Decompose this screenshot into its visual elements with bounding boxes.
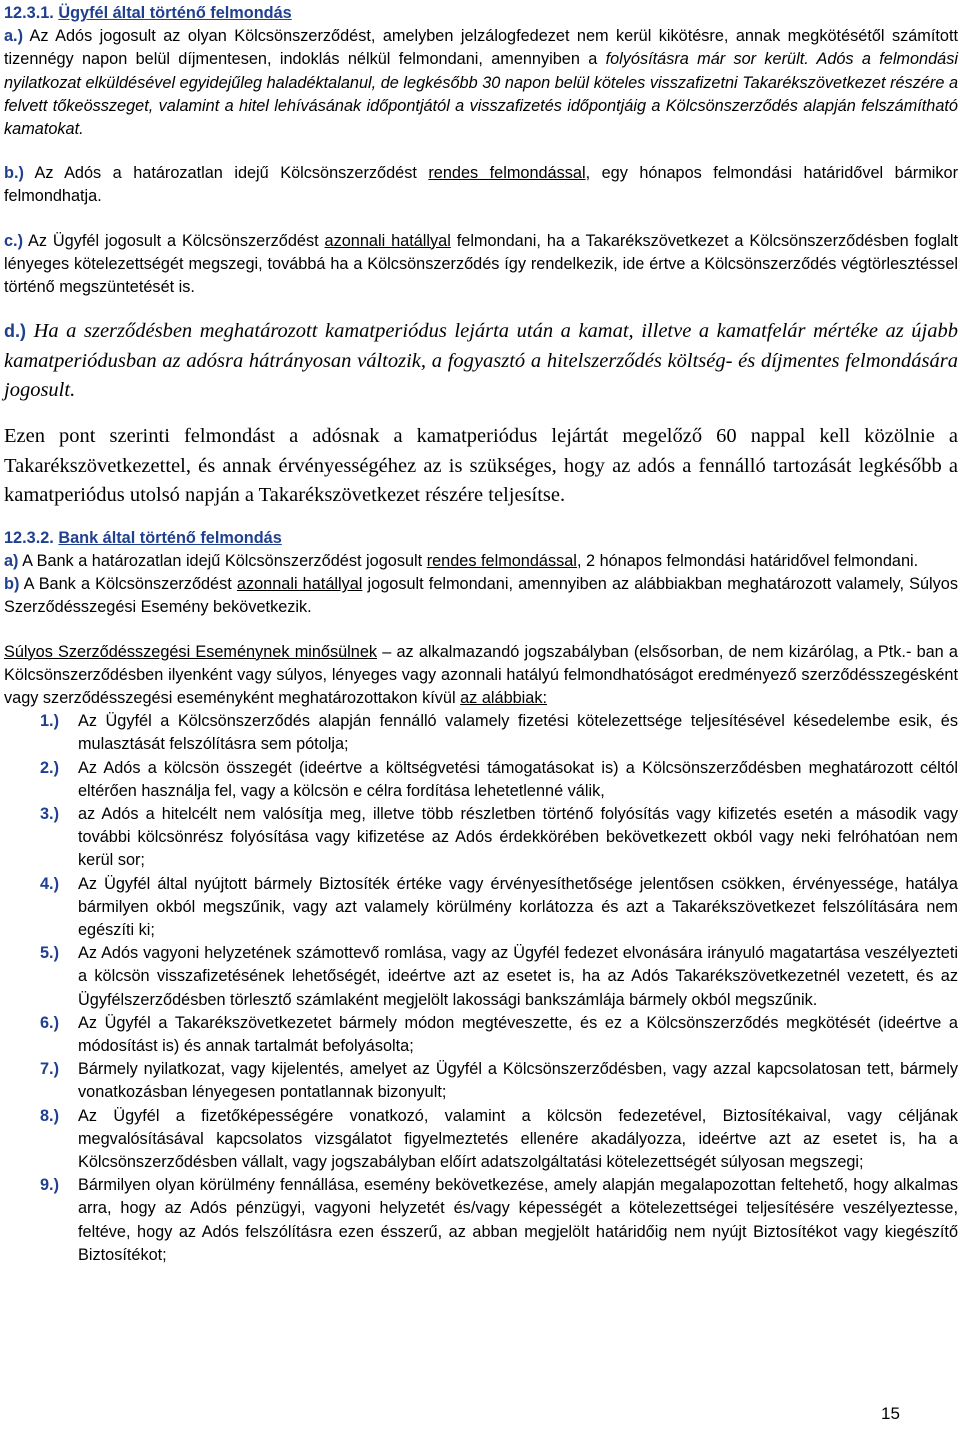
- paragraph-a: [4, 25, 958, 141]
- paragraph-c: [4, 230, 958, 300]
- underlined-term: rendes felmondással: [426, 552, 577, 570]
- list-item-number: 7.): [40, 1060, 60, 1079]
- list-item-text: Az Ügyfél a fizetőképességére vonatkozó, valamint a kölcsön fedezetével, Biztosítékaival, vagy céljának megvalósításával kapcsolatos vizsgálatot figyelmeztetés ellenére akadályozza, ideértve azt az esetet is, ha a Kölcsönszerződésben vállalt, vagy jogszabályban előírt adatszolgáltatási kötelezettségét súlyosan megszegi;: [78, 1106, 958, 1172]
- paragraph-2b: [4, 573, 958, 619]
- list-item-text: Az Adós a kölcsön összegét (ideértve a költségvetési támogatásokat is) a Kölcsönszerződésben meghatározott céltól eltérően használja fel, vagy a kölcsön e célra fordítása lehetetlenné válik,: [78, 758, 958, 800]
- paragraph-d: [4, 317, 958, 406]
- list-item-number: 3.): [40, 805, 60, 824]
- list-item-text: Az Ügyfél a Kölcsönszerződés alapján fennálló valamely fizetési kötelezettsége teljesítésével késedelembe esik, és mulasztását felszólításra sem pótolja;: [78, 712, 958, 754]
- section-number: 12.3.1.: [4, 4, 54, 22]
- list-item-text: Bármilyen olyan körülmény fennállása, esemény bekövetkezése, amely alapján megalapozottan feltehető, hogy alkalmas arra, hogy az Adós pénzügyi, vagyoni helyzetét és/vagy képességét a kötelezettségei teljesítésére veszélyeztesse, feltéve, hogy az Adós felszólításra ezen ésszerű, az abban megjelölt határidőig nem nyújt Biztosítékot vagy kiegészítő Biztosítékot;: [78, 1176, 958, 1264]
- paragraph-text: Ha a szerződésben meghatározott kamatperiódus lejárta után a kamat, illetve a kamatfelár mértéke az újabb kamatperiódusban az adósra hátrányosan változik, a fogyasztó a hitelszerződés költség- és díjmentes felmondására jogosult.: [4, 320, 958, 402]
- section-number: 12.3.2.: [4, 528, 54, 547]
- list-item: [40, 1012, 958, 1058]
- list-item-text: Az Ügyfél a Takarékszövetkezetet bármely módon megtéveszette, és ez a Kölcsönszerződés megkötését (ideértve a módosítást is) és annak tartalmát befolyásolta;: [78, 1013, 958, 1056]
- list-item: [40, 1058, 958, 1104]
- section-title: Ügyfél által történő felmondás: [58, 4, 292, 22]
- list-item-number: 2.): [40, 758, 60, 777]
- paragraph-text: Az Adós a határozatlan idejű Kölcsönszerződést: [23, 164, 429, 183]
- paragraph-text: , egy hónapos felmondási határidővel bármikor felmondhatja.: [4, 164, 958, 206]
- section-heading-12-3-2: [4, 527, 958, 550]
- list-item-text: az Adós a hitelcélt nem valósítja meg, illetve több részletben történő folyósítás vagy kifizetés esetén a második vagy további kölcsönrész folyósítása vagy kifizetése az Adós érdekkörében bekövetkezett okból vagy neki felróhatóan nem kerül sor;: [78, 805, 958, 870]
- paragraph-marker: a): [4, 552, 19, 570]
- list-item: [40, 803, 958, 873]
- paragraph-marker: b): [4, 575, 20, 594]
- paragraph-marker: d.): [4, 321, 26, 342]
- underlined-term: rendes felmondással: [428, 164, 586, 183]
- underlined-term: azonnali hatállyal: [236, 575, 363, 594]
- paragraph-text: Az Ügyfél jogosult a Kölcsönszerződést: [23, 231, 325, 250]
- list-item-number: 8.): [40, 1106, 60, 1125]
- paragraph-text: Az Adós jogosult az olyan Kölcsönszerződést, amelyben jelzálogfedezet nem kerül kikötésre, annak megkötésétől számított tizennégy napon belül díjmentesen, indoklás nélkül felmondani, amennyiben a: [4, 27, 958, 69]
- list-item: [40, 873, 958, 943]
- paragraph-text-italic: folyósításra már sor került.: [605, 50, 809, 69]
- list-item-text: Az Adós vagyoni helyzetének számottevő romlása, vagy az Ügyfél fedezet elvonására irányuló magatartása veszélyezteti a kölcsön visszafizetésének lehetőségét, ideértve azt az esetet is, ha az Adós Takarékszövetkezetnél vezetett, és az Ügyfélszerződésben törlesztő számlaként megjelölt lakossági bankszámlája bármely okból megszűnik.: [78, 944, 958, 1009]
- list-item: [40, 757, 958, 803]
- list-item-number: 4.): [40, 874, 60, 893]
- page-number: 15: [881, 1404, 900, 1423]
- paragraph-marker: b.): [4, 164, 24, 183]
- document-page: [4, 2, 958, 1267]
- list-item: [40, 1174, 958, 1267]
- paragraph-marker: c.): [4, 231, 24, 250]
- paragraph-2a: [4, 550, 958, 573]
- underlined-term: azonnali hatállyal: [324, 231, 451, 250]
- paragraph-b: [4, 162, 958, 208]
- list-item-number: 1.): [40, 712, 60, 731]
- list-item: [40, 710, 958, 756]
- paragraph-text: Adós a felmondási nyilatkozat elküldésével egyidejűleg haladéktalanul, de legkésőbb 30 napon belül köteles visszafizetni Takarékszövetkezet részére a felvett tőkeösszeget, valamint a hitel lehívásának időpontjától a visszafizetés időpontjáig a Kölcsönszerződés alapján felszámítható kamatokat.: [4, 50, 958, 139]
- list-item: [40, 942, 958, 1012]
- list-item-number: 5.): [40, 944, 60, 963]
- paragraph-text: A Bank a Kölcsönszerződést: [19, 575, 237, 594]
- section-heading-12-3-1: [4, 2, 958, 25]
- paragraph-text: jogosult felmondani, amennyiben az alábbiakban meghatározott valamely, Súlyos Szerződésszegési Esemény bekövetkezik.: [4, 575, 958, 617]
- list-item-text: Bármely nyilatkozat, vagy kijelentés, amelyet az Ügyfél a Kölcsönszerződésben, vagy azzal kapcsolatosan tett, bármely vonatkozásban lényegesen pontatlannak bizonyult;: [78, 1060, 958, 1102]
- list-item-number: 9.): [40, 1176, 60, 1195]
- paragraph-text: – az alkalmazandó jogszabályban (elsősorban, de nem kizárólag, a Ptk.- ban a Kölcsönszerződésben ilyenként vagy súlyos, lényeges vagy azonnali hatályú felmondhatóságot eredményező szerződésszegésként vagy szerződésszegési eseményként meghatározottakon kívül: [4, 642, 958, 708]
- paragraph-text: , 2 hónapos felmondási határidővel felmondani.: [576, 552, 919, 570]
- section-title: Bank által történő felmondás: [58, 528, 282, 547]
- paragraph-d-note: Ezen pont szerinti felmondást a adósnak a kamatperiódus lejártát megelőző 60 nappal kell közölnie a Takarékszövetkezettel, és annak érvényességéhez az is szükséges, hogy az adós a fennálló tartozását legkésőbb a kamatperiódus utolsó napján a Takarékszövetkezet részére teljesítse.: [4, 425, 958, 507]
- paragraph-text: felmondani, ha a Takarékszövetkezet a Kölcsönszerződésben foglalt lényeges kötelezettségét megszegi, továbbá ha a Kölcsönszerződés így rendelkezik, ide értve a Kölcsönszerződés végtörlesztéssel történő megszüntetését is.: [4, 231, 958, 297]
- list-item-text: Az Ügyfél által nyújtott bármely Biztosíték értéke vagy érvényesíthetősége jelentősen csökken, érvényessége, hatálya bármilyen okból megszűnik, vagy azt valamely körülmény korlátozza és azt a Takarékszövetkezet felszólítására nem egészíti ki;: [78, 874, 958, 940]
- underlined-term: Súlyos Szerződésszegési Eseménynek minősülnek: [4, 642, 378, 661]
- paragraph-text: A Bank a határozatlan idejű Kölcsönszerződést jogosult: [18, 552, 427, 570]
- events-list: [40, 710, 958, 1267]
- list-item: [40, 1105, 958, 1175]
- underlined-term: az alábbiak:: [460, 689, 548, 708]
- paragraph-marker: a.): [4, 27, 24, 46]
- list-item-number: 6.): [40, 1013, 60, 1032]
- events-intro: [4, 641, 958, 711]
